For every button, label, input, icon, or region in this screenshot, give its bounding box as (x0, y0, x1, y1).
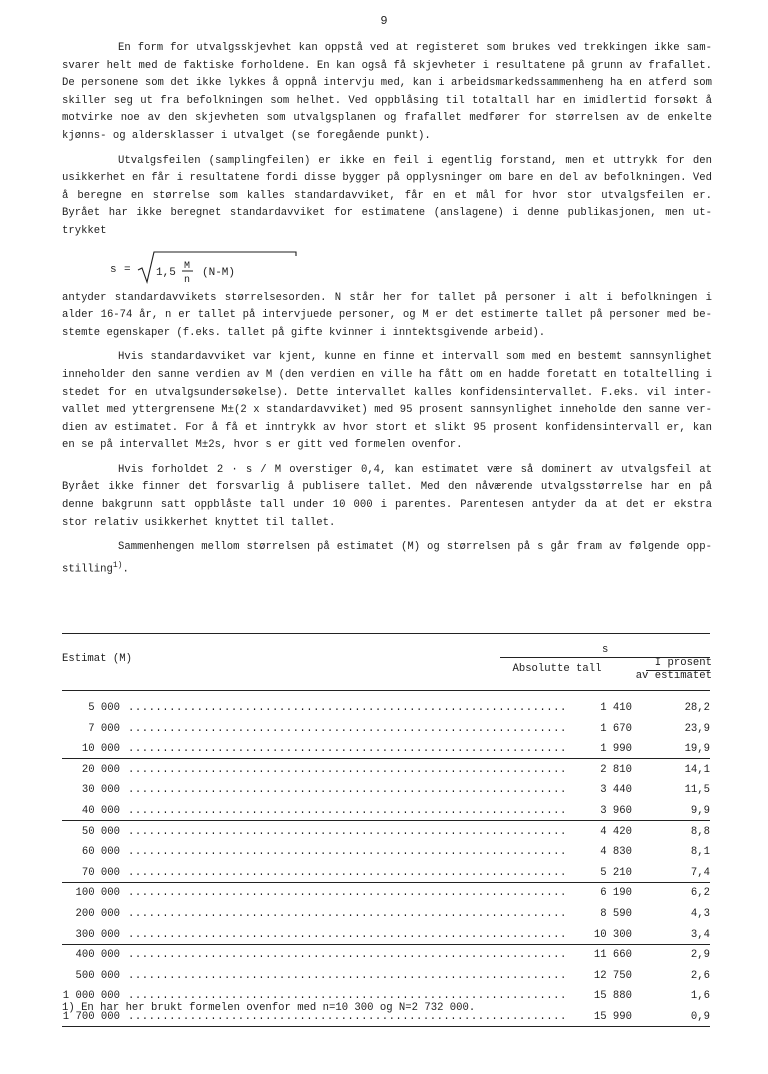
leader-dots: ................................................................ (128, 969, 567, 982)
cell-estimat: 7 000 (88, 722, 120, 735)
table-row (62, 929, 712, 950)
leader-dots: ................................................................ (128, 846, 567, 859)
paragraph-text: Sammenhengen mellom størrelsen på estimatet (M) og størrelsen på s går fram av følgende opp- stilling (62, 541, 712, 576)
cell-estimat: 60 000 (81, 846, 120, 859)
table-row (62, 846, 712, 867)
table-row (62, 743, 712, 764)
paragraph: Sammenhengen mellom størrelsen på estimatet (M) og størrelsen på s går fram av følgende opp- stilling$^{1)}$. (62, 541, 712, 576)
cell-absolute: 1 670 (600, 722, 632, 735)
leader-dots: ................................................................ (128, 804, 567, 817)
leader-dots: ................................................................ (128, 784, 567, 797)
col-header-estimat: Estimat (M) (62, 653, 132, 665)
cell-absolute: 1 990 (600, 743, 632, 756)
cell-percent: 14,1 (684, 763, 710, 776)
paragraph: antyder standardavvikets størrelsesorden. N står her for tallet på personer i alt i befolkningen i alder 16-74 år, n er tallet på intervjuede personer, og M er det estimerte tallet på personer med be- stemte egenskaper (f.eks. tallet på gifte kvinner i inntektsgivende arbeid). (62, 291, 712, 339)
table-header-rule (62, 690, 710, 691)
table-row (62, 764, 712, 785)
cell-absolute: 3 440 (600, 784, 632, 797)
table-row (62, 805, 712, 826)
col-header-percent-rule (646, 670, 710, 671)
leader-dots: ................................................................ (128, 722, 567, 735)
table-top-rule (62, 633, 710, 634)
cell-absolute: 3 960 (600, 804, 632, 817)
cell-percent: 1,6 (690, 990, 710, 1003)
col-header-percent-2: av estimatet (635, 670, 712, 682)
table-row (62, 784, 712, 805)
leader-dots: ................................................................ (128, 990, 567, 1003)
paragraph: Hvis forholdet 2 · s / M overstiger 0,4, kan estimatet være så dominert av utvalgsfeil at Byrået ikke finner det forsvarlig å publisere tallet. Med den nåværende utvalgsstørrelse har en på denne bakgrunn satt oppblåste tall under 10 000 i parentes. Parentesen antyder da at det er ekstra stor relativ usikkerhet knyttet til tallet. (62, 463, 712, 529)
cell-percent: 2,9 (690, 949, 710, 962)
leader-dots: ................................................................ (128, 702, 567, 714)
footnote-ref: 1) (112, 560, 123, 570)
leader-dots: ................................................................ (128, 825, 567, 838)
cell-percent: 28,2 (684, 702, 710, 714)
cell-estimat: 100 000 (75, 887, 120, 900)
paragraph: En form for utvalgsskjevhet kan oppstå ved at registeret som brukes ved trekkingen ikke sam- svarer helt med de faktiske forholdene. En kan også få skjevheter i resultatene på grunn av frafallet. De personene som det ikke lykkes å oppnå intervju med, kan i arbeidsmarkedssammenheng ha en atferd som skiller seg ut fra befolkningen som helhet. Ved oppblåsing til totaltall har en imidlertid forsøkt å motvirke noe av den skjevheten som utvalgsplanen og frafallet medfører for størrelsen av de enkelte kjønns- og aldersklasser i utvalget (se foregående punkt). (62, 42, 712, 142)
cell-absolute: 4 830 (600, 846, 632, 859)
cell-absolute: 5 210 (600, 866, 632, 879)
formula-coef: 1,5 (156, 266, 176, 279)
leader-dots: ................................................................ (128, 1010, 567, 1023)
cell-percent: 2,6 (690, 969, 710, 982)
table-row (62, 867, 712, 888)
cell-absolute: 4 420 (600, 825, 632, 838)
cell-estimat: 50 000 (81, 825, 120, 838)
leader-dots: ................................................................ (128, 907, 567, 920)
paragraph: Hvis standardavviket var kjent, kunne en finne et intervall som med en bestemt sannsynlighet inneholder den sanne verdien av M (den verdien en ville ha fått om en hadde foretatt en totaltelling i stedet for en utvalgsundersøkelse). Dette intervallet kalles konfidensintervallet. F.eks. vil inter- vallet med yttergrensene M±(2 x standardavviket) med 95 prosent sannsynlighet inneholde den sanne ver- dien av estimatet. For å få et inntrykk av hvor stort et slikt 95 prosent konfidensintervall er, kan en se på intervallet M±2s, hvor s er gitt ved formelen ovenfor. (62, 351, 712, 452)
leader-dots: ................................................................ (128, 928, 567, 941)
leader-dots: ................................................................ (128, 763, 567, 776)
formula-equals: = (124, 263, 131, 276)
table-row (62, 702, 712, 723)
cell-percent: 23,9 (684, 722, 710, 735)
cell-estimat: 300 000 (75, 928, 120, 941)
cell-percent: 8,8 (690, 825, 710, 838)
leader-dots: ................................................................ (128, 743, 567, 756)
cell-estimat: 40 000 (81, 804, 120, 817)
table-body (62, 702, 712, 1032)
cell-percent: 3,4 (690, 928, 710, 941)
table-row (62, 949, 712, 970)
paragraph: Utvalgsfeilen (samplingfeilen) er ikke en feil i egentlig forstand, men et uttrykk for den usikkerhet en får i resultatene fordi disse bygger på opplysninger om bare en del av befolkningen. Ved å beregne en størrelse som kalles standardavviket, får en et mål for hvor stor utvalgsfeilen er. Byrået har ikke beregnet standardavviket for estimatene (anslagene) i denne publikasjonen, men ut- trykket (62, 154, 712, 237)
col-header-absolute: Absolutte tall (512, 663, 602, 675)
cell-estimat: 200 000 (75, 907, 120, 920)
cell-absolute: 2 810 (600, 763, 632, 776)
body-text (62, 40, 712, 586)
cell-estimat: 1 700 000 (62, 1010, 120, 1023)
cell-absolute: 1 410 (600, 702, 632, 714)
sqrt-formula-svg (136, 248, 306, 288)
cell-percent: 19,9 (684, 743, 710, 756)
cell-percent: 0,9 (690, 1010, 710, 1023)
cell-absolute: 15 990 (593, 1010, 632, 1023)
cell-estimat: 1 000 000 (62, 990, 120, 1003)
cell-estimat: 70 000 (81, 866, 120, 879)
cell-absolute: 12 750 (593, 969, 632, 982)
cell-absolute: 11 660 (593, 949, 632, 962)
cell-estimat: 30 000 (81, 784, 120, 797)
cell-percent: 6,2 (690, 887, 710, 900)
formula-paren: (N-M) (202, 266, 236, 279)
cell-percent: 4,3 (690, 907, 710, 920)
cell-absolute: 10 300 (593, 928, 632, 941)
leader-dots: ................................................................ (128, 949, 567, 962)
cell-estimat: 500 000 (75, 969, 120, 982)
formula-denominator: n (184, 274, 191, 286)
cell-estimat: 5 000 (88, 702, 120, 714)
cell-absolute: 15 880 (593, 990, 632, 1003)
cell-percent: 9,9 (690, 804, 710, 817)
cell-percent: 11,5 (684, 784, 710, 797)
cell-estimat: 20 000 (81, 763, 120, 776)
cell-percent: 7,4 (690, 866, 710, 879)
cell-estimat: 400 000 (75, 949, 120, 962)
page-number: 9 (380, 14, 388, 28)
std-dev-formula (62, 248, 712, 290)
formula-numerator: M (184, 260, 191, 272)
col-header-s: s (602, 644, 609, 656)
leader-dots: ................................................................ (128, 887, 567, 900)
cell-percent: 8,1 (690, 846, 710, 859)
cell-estimat: 10 000 (81, 743, 120, 756)
leader-dots: ................................................................ (128, 866, 567, 879)
footnote: 1) En har her brukt formelen ovenfor med n=10 300 og N=2 732 000. (62, 1002, 476, 1014)
table-row (62, 908, 712, 929)
col-header-percent-1: I prosent (654, 657, 712, 669)
table-row (62, 723, 712, 744)
table-row (62, 970, 712, 991)
cell-absolute: 8 590 (600, 907, 632, 920)
table-row (62, 826, 712, 847)
table-row (62, 887, 712, 908)
cell-absolute: 6 190 (600, 887, 632, 900)
formula-lhs: s (110, 263, 117, 276)
